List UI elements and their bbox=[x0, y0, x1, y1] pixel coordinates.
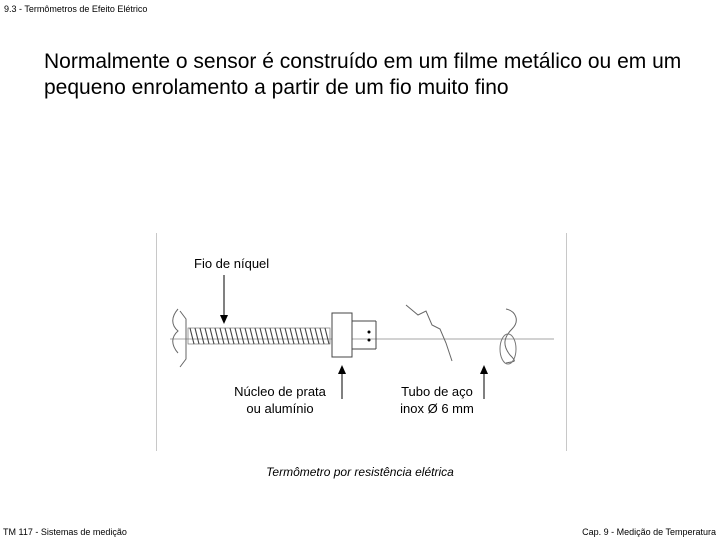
core-label-line1: Núcleo de prata bbox=[234, 384, 326, 399]
tube-end bbox=[500, 334, 516, 364]
core-block bbox=[332, 313, 352, 357]
body-text: Normalmente o sensor é construído em um filme metálico ou em um pequeno enrolamento a partir de um fio muito fino bbox=[44, 50, 682, 99]
helical-coil bbox=[188, 328, 330, 344]
tube-label-line2: inox Ø 6 mm bbox=[400, 401, 474, 416]
footer-course: TM 117 - Sistemas de medição bbox=[3, 527, 127, 537]
tube-arrow-head bbox=[480, 365, 488, 374]
wire-label: Fio de níquel bbox=[194, 256, 270, 271]
lead-dot-2 bbox=[368, 339, 371, 342]
rtd-diagram bbox=[156, 231, 567, 453]
figure-caption: Termômetro por resistência elétrica bbox=[266, 465, 454, 479]
lead-dot-1 bbox=[368, 331, 371, 334]
footer-chapter: Cap. 9 - Medição de Temperatura bbox=[582, 527, 716, 537]
slide-header: 9.3 - Termômetros de Efeito Elétrico bbox=[4, 4, 148, 14]
tube-break-left bbox=[406, 305, 452, 361]
wire-arrow-head bbox=[220, 315, 228, 324]
end-cap bbox=[173, 309, 186, 367]
core-arrow-head bbox=[338, 365, 346, 374]
tube-break-right bbox=[505, 309, 516, 363]
tube-label-line1: Tubo de aço bbox=[401, 384, 473, 399]
core-label-line2: ou alumínio bbox=[246, 401, 314, 416]
